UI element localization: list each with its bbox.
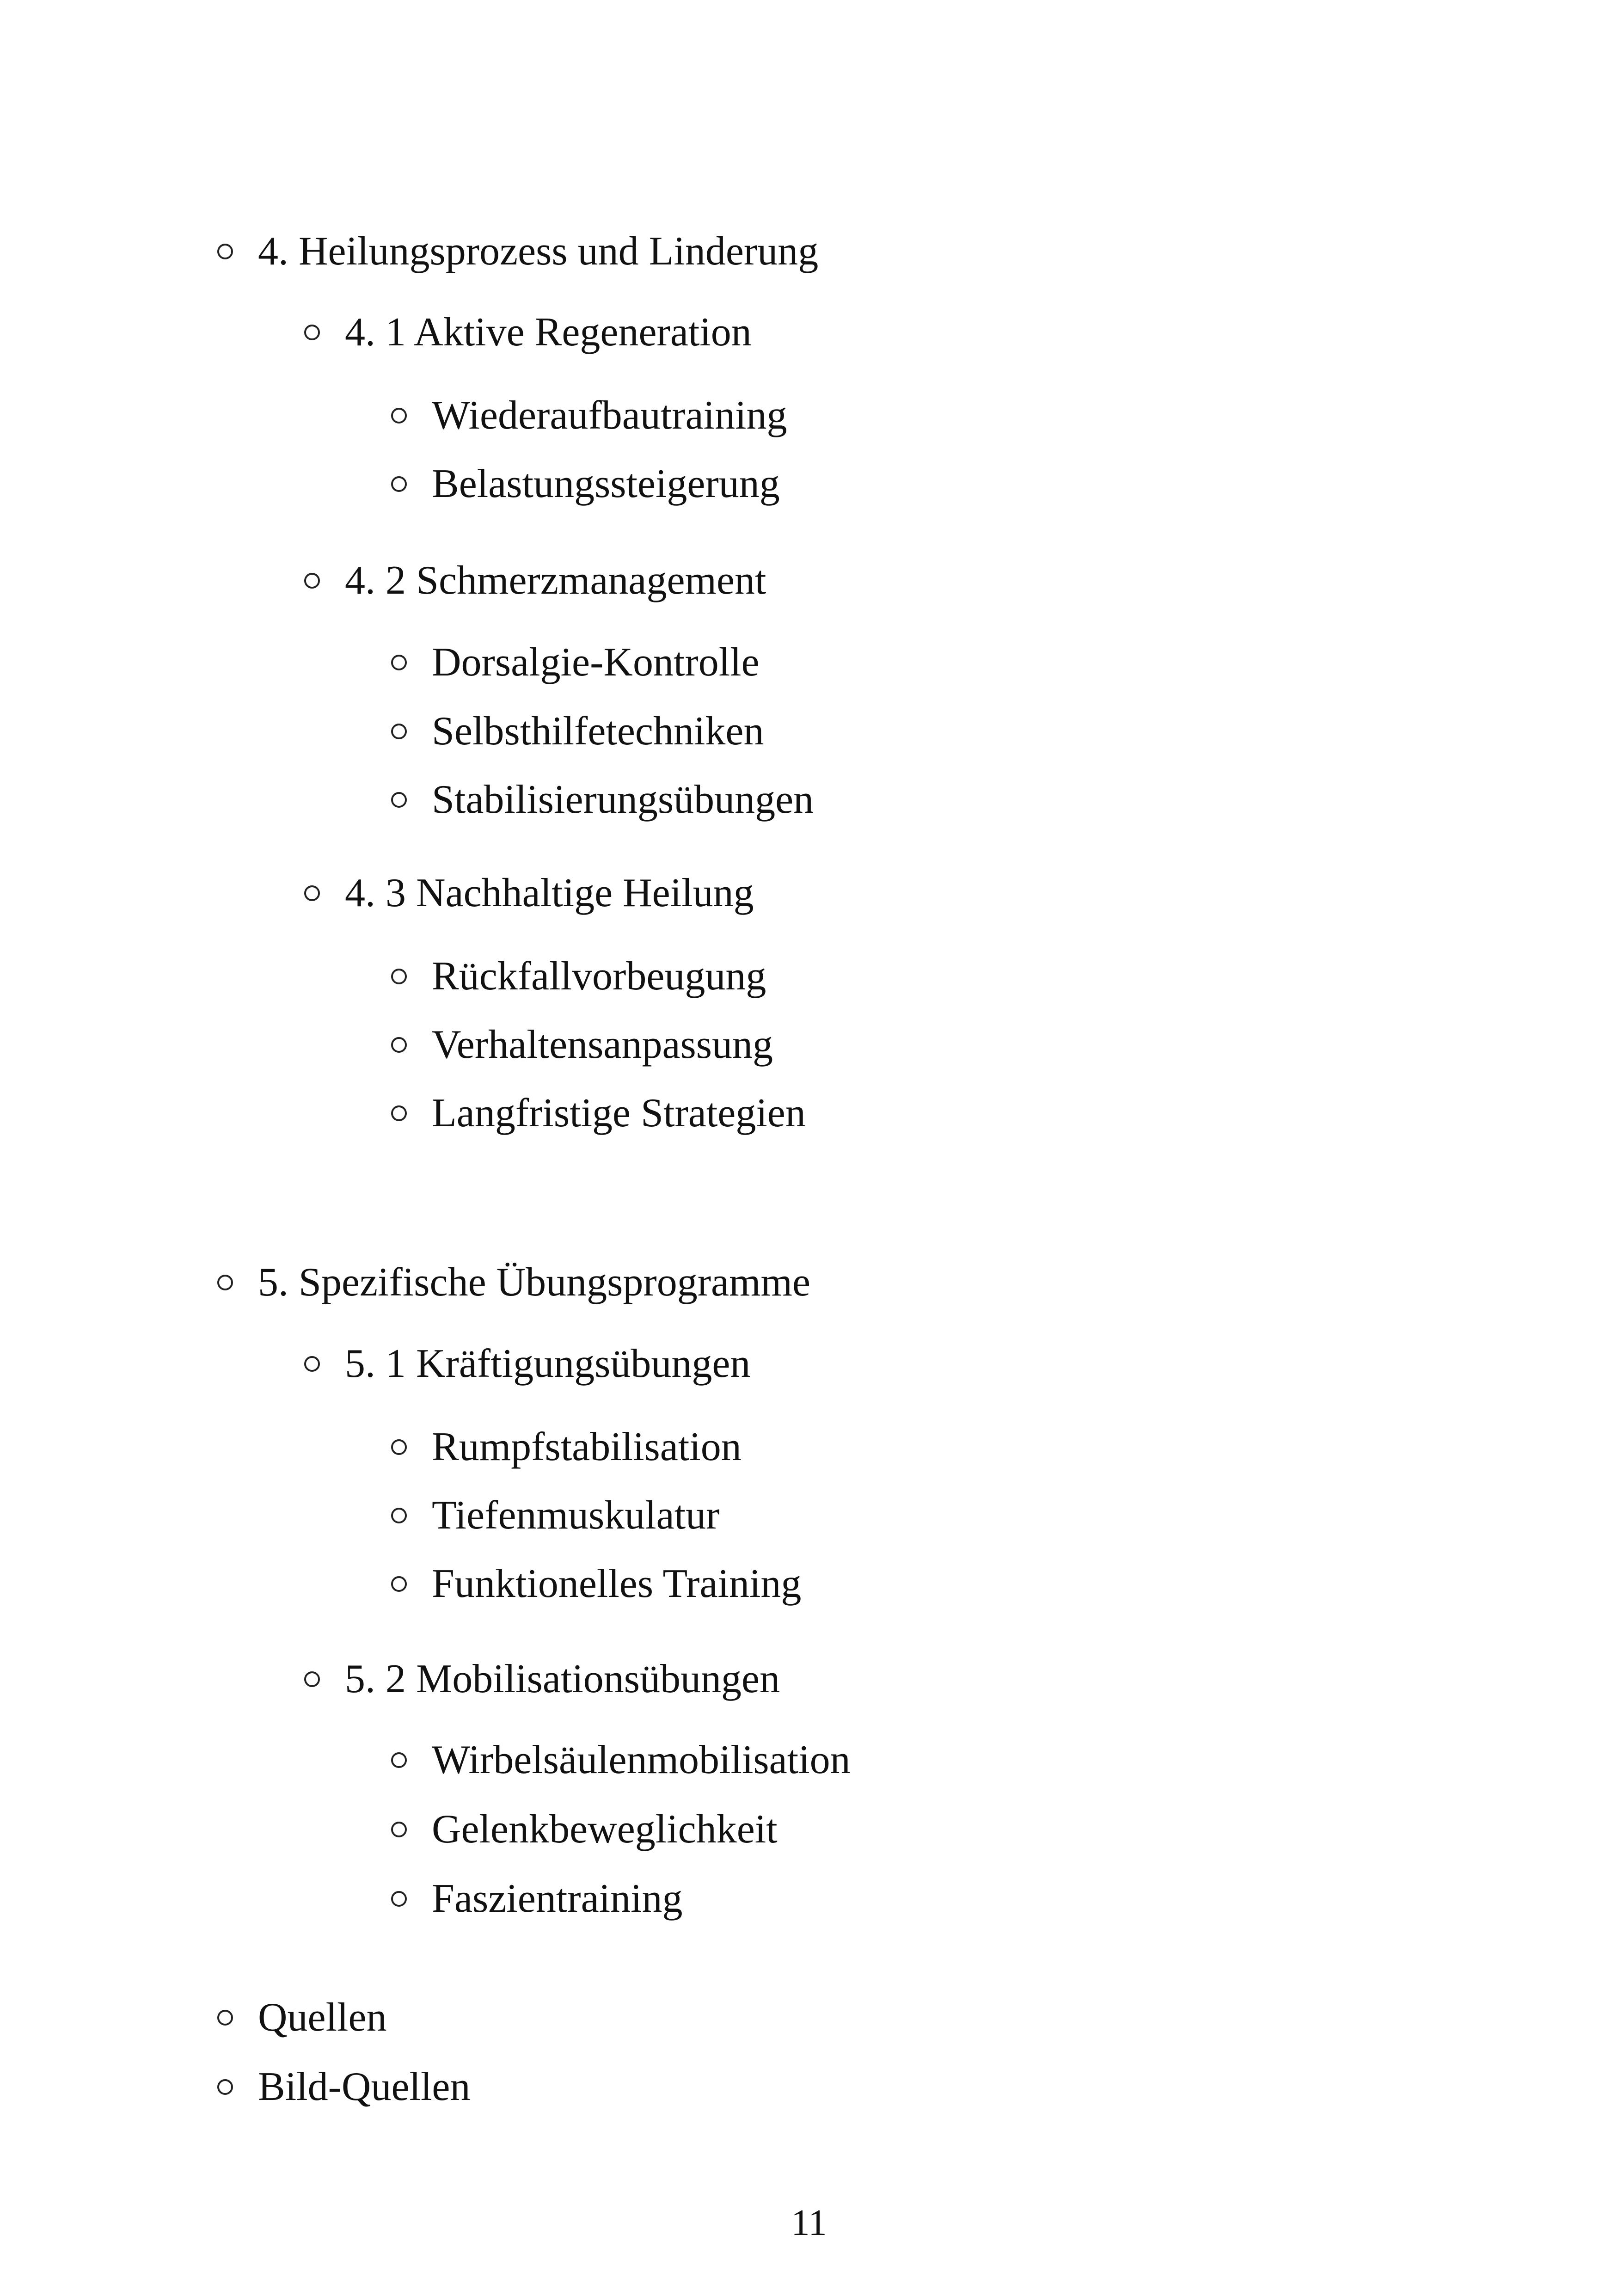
toc-item-label: Gelenkbeweglichkeit bbox=[432, 1807, 778, 1852]
toc-item-label: Tiefenmuskulatur bbox=[432, 1493, 720, 1538]
toc-item-label: Wiederaufbautraining bbox=[432, 393, 787, 438]
circle-bullet-icon bbox=[391, 969, 407, 984]
toc-item-verhaltensanpassung[interactable] bbox=[391, 1022, 773, 1067]
circle-bullet-icon bbox=[304, 1671, 320, 1687]
toc-item-selbsthilfetechniken[interactable] bbox=[391, 711, 764, 752]
toc-item-label: 4. Heilungsprozess und Linderung bbox=[258, 229, 819, 274]
toc-item-label: Faszientraining bbox=[432, 1876, 683, 1921]
toc-item-gelenkbeweglichkeit[interactable] bbox=[391, 1809, 778, 1850]
toc-item-langfristige-strategien[interactable] bbox=[391, 1093, 806, 1134]
toc-item-rumpfstabilisation[interactable] bbox=[391, 1424, 742, 1469]
circle-bullet-icon bbox=[391, 1822, 407, 1837]
toc-item-bild-quellen[interactable] bbox=[217, 2064, 471, 2109]
circle-bullet-icon bbox=[391, 408, 407, 424]
toc-item-label: 4. 3 Nachhaltige Heilung bbox=[345, 871, 754, 915]
toc-item-label: Selbsthilfetechniken bbox=[432, 709, 764, 754]
circle-bullet-icon bbox=[304, 325, 320, 340]
toc-item-label: Rückfallvorbeugung bbox=[432, 954, 766, 999]
toc-item-label: Dorsalgie-Kontrolle bbox=[432, 640, 760, 685]
toc-item-tiefenmuskulatur[interactable] bbox=[391, 1495, 720, 1536]
toc-item-dorsalgie-kontrolle[interactable] bbox=[391, 642, 760, 683]
circle-bullet-icon bbox=[391, 724, 407, 739]
circle-bullet-icon bbox=[391, 1576, 407, 1592]
circle-bullet-icon bbox=[217, 244, 233, 259]
toc-item-label: 5. 2 Mobilisationsübungen bbox=[345, 1657, 780, 1701]
circle-bullet-icon bbox=[304, 1356, 320, 1372]
toc-item-stabilisierungsuebungen[interactable] bbox=[391, 777, 814, 822]
circle-bullet-icon bbox=[391, 1752, 407, 1768]
toc-item-rueckfallvorbeugung[interactable] bbox=[391, 956, 766, 997]
toc-item-label: 4. 2 Schmerzmanagement bbox=[345, 558, 766, 603]
circle-bullet-icon bbox=[304, 573, 320, 589]
toc-item-label: Wirbelsäulenmobilisation bbox=[432, 1737, 851, 1782]
circle-bullet-icon bbox=[391, 1439, 407, 1455]
toc-item-quellen[interactable] bbox=[217, 1997, 387, 2038]
toc-item-label: 5. Spezifische Übungsprogramme bbox=[258, 1260, 811, 1305]
circle-bullet-icon bbox=[391, 655, 407, 670]
circle-bullet-icon bbox=[391, 1105, 407, 1121]
circle-bullet-icon bbox=[391, 476, 407, 492]
toc-item-label: Quellen bbox=[258, 1995, 387, 2040]
toc-item-wiederaufbautraining[interactable] bbox=[391, 395, 787, 436]
toc-item-aktive-regeneration[interactable] bbox=[304, 312, 752, 353]
toc-item-label: Langfristige Strategien bbox=[432, 1091, 806, 1136]
toc-item-label: Funktionelles Training bbox=[432, 1561, 802, 1606]
toc-item-wirbelsaeulenmobilisation[interactable] bbox=[391, 1737, 851, 1782]
circle-bullet-icon bbox=[391, 1037, 407, 1053]
toc-item-label: 4. 1 Aktive Regeneration bbox=[345, 310, 752, 355]
toc-item-faszientraining[interactable] bbox=[391, 1876, 683, 1921]
toc-item-funktionelles-training[interactable] bbox=[391, 1561, 802, 1606]
toc-item-label: Verhaltensanpassung bbox=[432, 1022, 773, 1067]
circle-bullet-icon bbox=[391, 1508, 407, 1523]
toc-item-kraeftigungsuebungen[interactable] bbox=[304, 1341, 751, 1386]
circle-bullet-icon bbox=[217, 2010, 233, 2026]
page-number: 11 bbox=[791, 2203, 827, 2243]
toc-item-label: Bild-Quellen bbox=[258, 2064, 471, 2109]
toc-item-mobilisationsuebungen[interactable] bbox=[304, 1659, 780, 1700]
toc-item-label: Stabilisierungsübungen bbox=[432, 777, 814, 822]
toc-item-uebungsprogramme[interactable] bbox=[217, 1262, 810, 1303]
circle-bullet-icon bbox=[391, 1891, 407, 1907]
toc-item-label: Belastungssteigerung bbox=[432, 461, 780, 506]
toc-item-schmerzmanagement[interactable] bbox=[304, 560, 766, 601]
circle-bullet-icon bbox=[217, 2079, 233, 2095]
toc-item-label: Rumpfstabilisation bbox=[432, 1424, 742, 1469]
toc-item-heilungsprozess[interactable] bbox=[217, 231, 818, 272]
circle-bullet-icon bbox=[304, 885, 320, 901]
circle-bullet-icon bbox=[217, 1275, 233, 1290]
circle-bullet-icon bbox=[391, 792, 407, 808]
toc-item-label: 5. 1 Kräftigungsübungen bbox=[345, 1341, 751, 1386]
toc-item-belastungssteigerung[interactable] bbox=[391, 461, 780, 506]
toc-item-nachhaltige-heilung[interactable] bbox=[304, 873, 754, 914]
